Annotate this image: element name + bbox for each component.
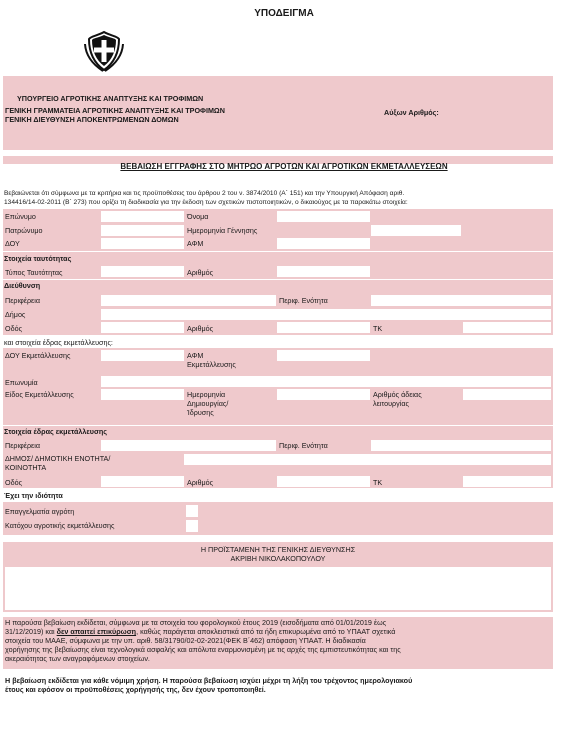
surname-label: Επώνυμο: [5, 212, 36, 221]
license-label-2: λειτουργίας: [373, 399, 409, 408]
id-number-field[interactable]: [277, 266, 370, 277]
footer-line-2: 31/12/2019) και δεν απαιτεί επικύρωση, καθώς παράγεται αποκλειστικά από τα ήδη επικυρωμένα από το ΥΠΑΑΤ σχετικά: [5, 627, 396, 636]
holding-doy-label: ΔΟΥ Εκμετάλλευσης: [5, 351, 71, 360]
address-heading: Διεύθυνση: [4, 281, 41, 290]
region-field[interactable]: [101, 295, 276, 306]
creation-date-label-1: Ημερομηνία: [187, 390, 226, 399]
license-field[interactable]: [463, 389, 551, 400]
identity-heading: Στοιχεία ταυτότητας: [4, 254, 72, 263]
intro-text-line-1: Βεβαιώνεται ότι σύμφωνα με τα κριτήρια και τις προϋποθέσεις του άρθρου 2 του ν. 3874/2010 (Α΄ 151) και την Υπουργική Απόφαση αριθ.: [4, 190, 405, 197]
surname-field[interactable]: [101, 211, 184, 222]
creation-date-field[interactable]: [277, 389, 370, 400]
header-white-strip: [3, 150, 553, 156]
birth-date-label: Ημερομηνία Γέννησης: [187, 226, 258, 235]
certificate-title: ΒΕΒΑΙΩΣΗ ΕΓΓΡΑΦΗΣ ΣΤΟ ΜΗΤΡΩΟ ΑΓΡΟΤΩΝ ΚΑΙ ΑΓΡΟΤΙΚΩΝ ΕΚΜΕΤΑΛΛΕΥΣΕΩΝ: [120, 162, 448, 171]
creation-date-label-2: Δημιουργίας/: [187, 399, 229, 408]
business-name-label: Επωνυμία: [5, 378, 38, 387]
status-block: [3, 502, 553, 535]
municipality-field[interactable]: [101, 309, 551, 320]
afm-field[interactable]: [277, 238, 370, 249]
seat-regional-unit-field[interactable]: [371, 440, 551, 451]
regional-unit-field[interactable]: [371, 295, 551, 306]
validity-line-1: Η βεβαίωση εκδίδεται για κάθε νόμιμη χρήση. Η παρούσα βεβαίωση ισχύει μέχρι τη λήξη του τρέχοντος ημερολογιακού: [5, 676, 413, 685]
license-label-1: Αριθμός άδειας: [373, 390, 422, 399]
seat-postcode-field[interactable]: [463, 476, 551, 487]
name-field[interactable]: [277, 211, 370, 222]
holding-afm-label-2: Εκμετάλλευσης: [187, 360, 236, 369]
holding-type-field[interactable]: [101, 389, 184, 400]
id-type-field[interactable]: [101, 266, 184, 277]
seat-region-field[interactable]: [101, 440, 276, 451]
doy-field[interactable]: [101, 238, 184, 249]
holding-intro: και στοιχεία έδρας εκμετάλλευσης:: [4, 338, 113, 347]
validity-line-2: έτους και εφόσον οι προϋποθέσεις χορήγησής της, δεν έχουν τροποποιηθεί.: [5, 685, 266, 694]
creation-date-label-3: Ίδρυσης: [187, 408, 214, 417]
seat-postcode-label: ΤΚ: [373, 478, 383, 487]
holding-owner-checkbox[interactable]: [186, 520, 198, 532]
seat-number-field[interactable]: [277, 476, 370, 487]
street-number-field[interactable]: [277, 322, 370, 333]
footer-line-5: ακεραιότητας των αναγραφόμενων στοιχείων.: [5, 654, 150, 663]
holding-type-label: Είδος Εκμετάλλευσης: [5, 390, 74, 399]
postcode-label: ΤΚ: [373, 324, 383, 333]
directorate-name: ΓΕΝΙΚΗ ΔΙΕΥΘΥΝΣΗ ΑΠΟΚΕΝΤΡΩΜΕΝΩΝ ΔΟΜΩΝ: [5, 115, 179, 124]
id-number-label: Αριθμός: [187, 268, 214, 277]
postcode-field[interactable]: [463, 322, 551, 333]
document-title: ΥΠΟΔΕΙΓΜΑ: [254, 8, 314, 19]
signature-area: [5, 567, 551, 610]
signatory-role: Η ΠΡΟΪΣΤΑΜΕΝΗ ΤΗΣ ΓΕΝΙΚΗΣ ΔΙΕΥΘΥΝΣΗΣ: [200, 545, 356, 554]
seat-municipal-field[interactable]: [184, 454, 551, 465]
seat-street-field[interactable]: [101, 476, 184, 487]
footer-line-3: στοιχεία του ΜΑΑΕ, σύμφωνα με την υπ. αριθ. 58/31790/02-02-2021(ΦΕΚ Β΄462) απόφαση ΥΠΑΑΤ. Η διαδικασία: [5, 636, 366, 645]
holding-doy-field[interactable]: [101, 350, 184, 361]
seat-municipal-label-2: ΚΟΙΝΟΤΗΤΑ: [5, 463, 47, 472]
footer-line-4: χορήγησης της βεβαίωσης είναι τεχνολογικά ασφαλής και απόλυτα εναρμονισμένη με τις αρχές της εμπιστευτικότητας και της: [5, 645, 401, 654]
afm-label: ΑΦΜ: [187, 239, 204, 248]
status-heading: Έχει την ιδιότητα: [4, 491, 63, 500]
holding-afm-field[interactable]: [277, 350, 370, 361]
professional-farmer-checkbox[interactable]: [186, 505, 198, 517]
ministry-name: ΥΠΟΥΡΓΕΙΟ ΑΓΡΟΤΙΚΗΣ ΑΝΑΠΤΥΞΗΣ ΚΑΙ ΤΡΟΦΙΜΩΝ: [17, 94, 204, 103]
doy-label: ΔΟΥ: [5, 239, 20, 248]
name-label: Όνομα: [187, 212, 209, 221]
regional-unit-label: Περιφ. Ενότητα: [279, 296, 328, 305]
professional-farmer-label: Επαγγελματία αγρότη: [5, 507, 75, 516]
street-label: Οδός: [5, 324, 23, 333]
intro-text-line-2: 134416/14-02-2011 (Β΄ 273) που ορίζει τη διαδικασία για την έκδοση των σχετικών πιστοποιητικών, ο δικαιούχος με τα παρακάτω στοιχεία:: [4, 199, 408, 206]
region-label: Περιφέρεια: [5, 296, 40, 305]
seat-heading: Στοιχεία έδρας εκμετάλλευσης: [4, 427, 108, 436]
municipality-label: Δήμος: [5, 310, 26, 319]
birth-date-field[interactable]: [371, 225, 461, 236]
id-type-label: Τύπος Ταυτότητας: [5, 268, 63, 277]
seat-street-label: Οδός: [5, 478, 23, 487]
business-name-field[interactable]: [101, 376, 551, 387]
no-validation-text: δεν απαιτεί επικύρωση: [56, 627, 137, 636]
seat-region-label: Περιφέρεια: [5, 441, 40, 450]
street-field[interactable]: [101, 322, 184, 333]
serial-number-label: Αύξων Αριθμός:: [384, 108, 439, 117]
holding-owner-label: Κατόχου αγροτικής εκμετάλλευσης: [5, 521, 115, 530]
father-name-field[interactable]: [101, 225, 184, 236]
father-name-label: Πατρώνυμο: [5, 226, 43, 235]
seat-municipal-label-1: ΔΗΜΟΣ/ ΔΗΜΟΤΙΚΗ ΕΝΟΤΗΤΑ/: [5, 454, 111, 463]
seat-regional-unit-label: Περιφ. Ενότητα: [279, 441, 328, 450]
street-number-label: Αριθμός: [187, 324, 214, 333]
signatory-name: ΑΚΡΙΒΗ ΝΙΚΟΛΑΚΟΠΟΥΛΟΥ: [230, 554, 326, 563]
secretariat-name: ΓΕΝΙΚΗ ΓΡΑΜΜΑΤΕΙΑ ΑΓΡΟΤΙΚΗΣ ΑΝΑΠΤΥΞΗΣ ΚΑΙ ΤΡΟΦΙΜΩΝ: [5, 106, 225, 115]
seat-number-label: Αριθμός: [187, 478, 214, 487]
greek-emblem-icon: [83, 30, 125, 72]
holding-afm-label-1: ΑΦΜ: [187, 351, 204, 360]
footer-line-1: Η παρούσα βεβαίωση εκδίδεται, σύμφωνα με τα στοιχεία του φορολογικού έτους 2019 (εισοδήματα από 01/01/2019 έως: [5, 618, 387, 627]
